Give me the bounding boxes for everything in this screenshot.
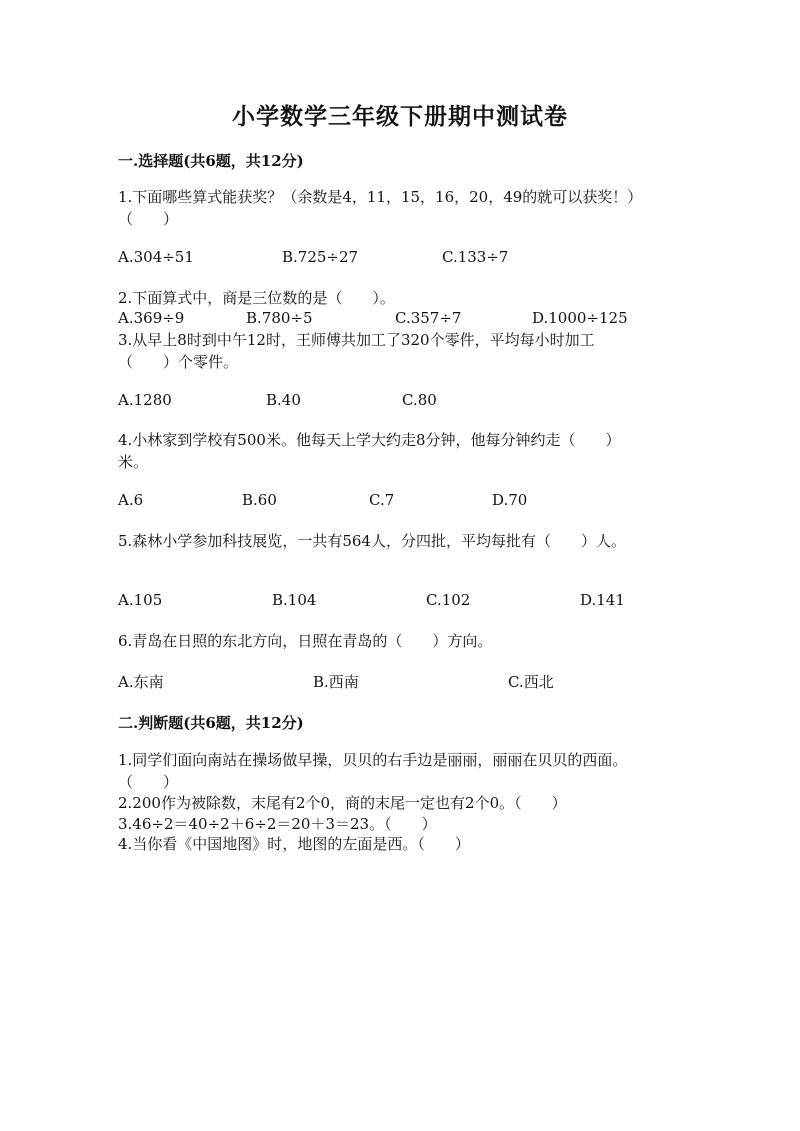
judgement-2-text: 2.200作为被除数，末尾有2个0，商的末尾一定也有2个0。（ ）	[118, 794, 567, 812]
section-heading-judgement: 二.判断题(共6题，共12分)	[118, 714, 304, 732]
page-title: 小学数学三年级下册期中测试卷	[232, 103, 568, 130]
option-b: B.40	[266, 391, 301, 409]
judgement-1-text-cont: （ ）	[118, 773, 179, 791]
option-c: C.357÷7	[395, 309, 462, 327]
question-6-text: 6.青岛在日照的东北方向，日照在青岛的（ ）方向。	[118, 632, 493, 650]
option-a: A.369÷9	[118, 309, 185, 327]
option-b: B.104	[272, 591, 317, 609]
judgement-4-text: 4.当你看《中国地图》时，地图的左面是西。（ ）	[118, 835, 470, 853]
section-heading-choice: 一.选择题(共6题，共12分)	[118, 152, 304, 170]
option-a: A.304÷51	[118, 248, 194, 266]
judgement-3-text: 3.46÷2＝40÷2＋6÷2＝20＋3＝23。（ ）	[118, 815, 437, 833]
option-d: D.70	[492, 491, 528, 509]
option-d: D.141	[580, 591, 625, 609]
option-c: C.7	[369, 491, 395, 509]
option-b: B.西南	[313, 673, 359, 691]
option-a: A.6	[118, 491, 144, 509]
question-5-text: 5.森林小学参加科技展览，一共有564人，分四批，平均每批有（ ）人。	[118, 532, 626, 550]
question-1-text: 1.下面哪些算式能获奖？（余数是4，11，15，16，20，49的就可以获奖！）	[118, 188, 643, 206]
option-c: C.80	[402, 391, 437, 409]
option-b: B.725÷27	[282, 248, 359, 266]
option-a: A.1280	[118, 391, 172, 409]
question-3-text-cont: （ ）个零件。	[118, 353, 239, 371]
question-4-text-cont: 米。	[118, 453, 149, 471]
option-c: C.西北	[508, 673, 554, 691]
option-b: B.780÷5	[246, 309, 313, 327]
option-c: C.102	[426, 591, 471, 609]
option-a: A.东南	[118, 673, 164, 691]
question-3-text: 3.从早上8时到中午12时，王师傅共加工了320个零件，平均每小时加工	[118, 331, 595, 349]
option-b: B.60	[242, 491, 277, 509]
option-a: A.105	[118, 591, 163, 609]
judgement-1-text: 1.同学们面向南站在操场做早操，贝贝的右手边是丽丽，丽丽在贝贝的西面。	[118, 751, 628, 769]
question-1-text-cont: （ ）	[118, 210, 179, 228]
question-2-text: 2.下面算式中，商是三位数的是（ ）。	[118, 289, 395, 307]
question-4-text: 4.小林家到学校有500米。他每天上学大约走8分钟，他每分钟约走（ ）	[118, 431, 621, 449]
option-d: D.1000÷125	[532, 309, 628, 327]
option-c: C.133÷7	[442, 248, 509, 266]
